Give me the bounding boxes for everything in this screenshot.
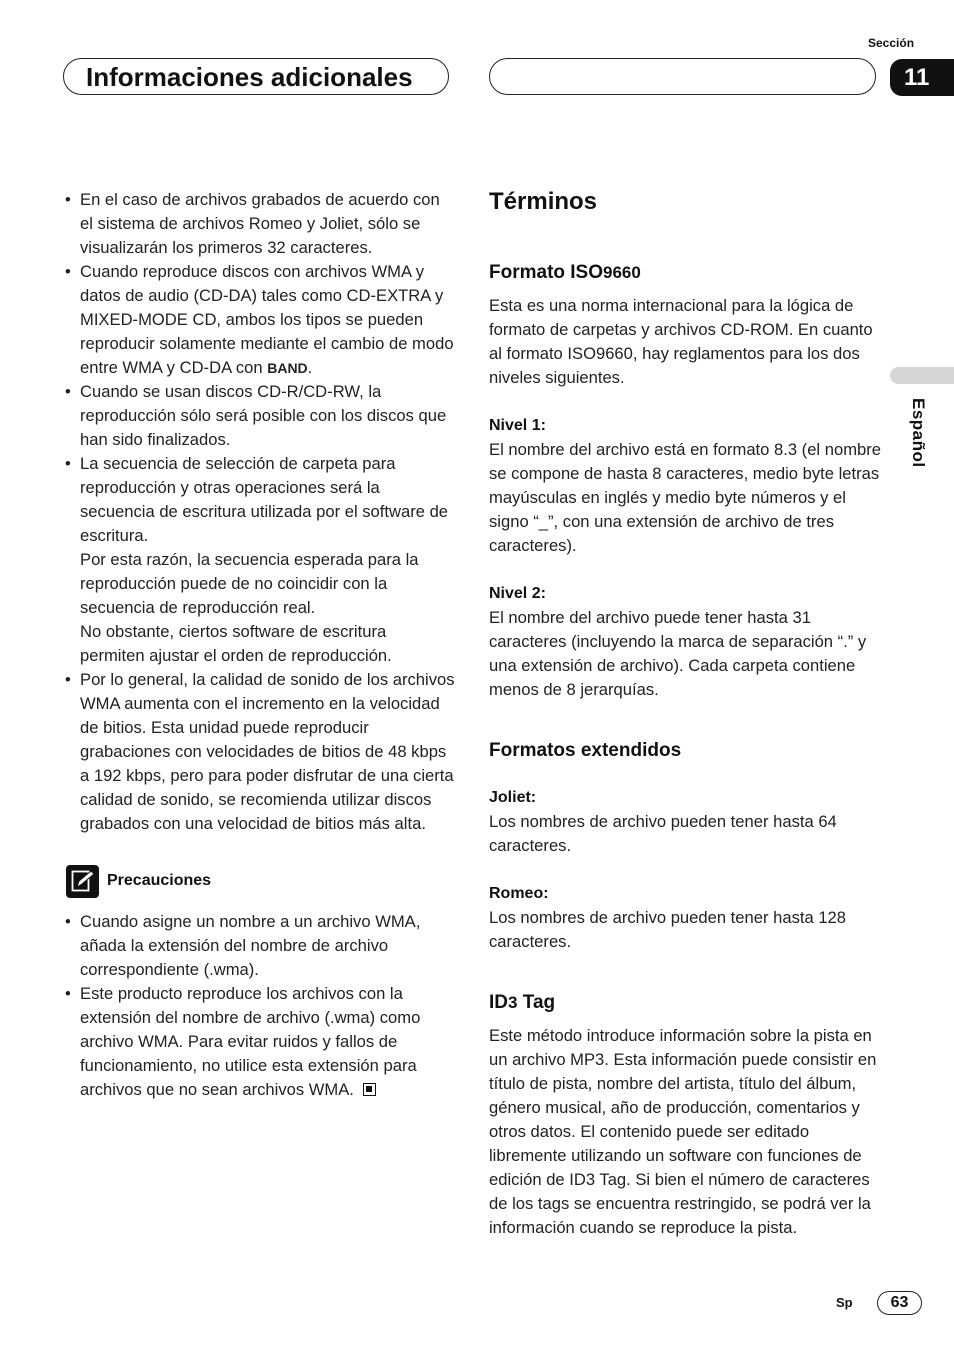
language-code: Sp: [836, 1295, 853, 1310]
bullet-dot: •: [65, 262, 71, 281]
id3-heading-text: ID: [489, 992, 508, 1013]
list-item: [63, 452, 455, 668]
joliet-label: Joliet:: [489, 789, 537, 806]
note-pencil-icon: [66, 865, 99, 898]
bullet-dot: •: [65, 912, 71, 931]
list-item: [63, 188, 455, 260]
list-item-text: No obstante, ciertos software de escritura permiten ajustar el orden de reproducción.: [80, 622, 392, 665]
terms-heading: Términos: [489, 188, 598, 215]
list-item-text: Cuando reproduce discos con archivos WMA y datos de audio (CD-DA) tales como CD-EXTRA y MIXED-MODE CD, ambos los tipos se pueden reproducir solamente mediante el cambio de modo entre WMA y CD-DA con: [80, 262, 454, 377]
level-1-label: Nivel 1:: [489, 417, 546, 434]
iso-heading: [489, 260, 881, 286]
section-number: 11: [890, 59, 954, 96]
list-item-text: En el caso de archivos grabados de acuerdo con el sistema de archivos Romeo y Joliet, sólo se visualizarán los primeros 32 caracteres.: [80, 190, 440, 257]
id3-heading-rest: Tag: [517, 992, 556, 1013]
iso-heading-text: Formato ISO: [489, 262, 604, 283]
chapter-title-box: [63, 58, 449, 95]
list-item: [63, 982, 455, 1102]
id3-description: Este método introduce información sobre la pista en un archivo MP3. Esta información puede consistir en título de pista, nombre del artista, título del álbum, género musical, año de producción, comentarios y otros datos. El contenido puede ser editado libremente utilizando un software con funciones de edición de ID3 Tag. Si bien el número de caracteres de los tags se encuentra restringido, se podrá ver la información cuando se reproduce la pista.: [489, 1026, 877, 1237]
level-2-label: Nivel 2:: [489, 585, 546, 602]
precautions-heading: [63, 864, 455, 898]
id3-heading: [489, 990, 881, 1016]
section-label: Sección: [868, 36, 915, 50]
precautions-label: Precauciones: [107, 872, 212, 889]
end-of-section-icon: [363, 1083, 376, 1096]
list-item-text: Por lo general, la calidad de sonido de los archivos WMA aumenta con el incremento en la velocidad de bitios. Esta unidad puede reproducir grabaciones con velocidades de bitios de 48 kbps a 192 kbps, pero para poder disfrutar de una cierta calidad de sonido, se recomienda utilizar discos grabados con una velocidad de bitios más alta.: [80, 670, 455, 833]
extended-formats-heading: Formatos extendidos: [489, 740, 682, 761]
bullet-dot: •: [65, 984, 71, 1003]
list-item-text: Cuando se usan discos CD-R/CD-RW, la reproducción sólo será posible con los discos que han sido finalizados.: [80, 382, 447, 449]
page-number: 63: [877, 1291, 922, 1315]
notes-list: [63, 188, 455, 836]
list-item: [63, 668, 455, 836]
level-1-text: El nombre del archivo está en formato 8.3 (el nombre se compone de hasta 8 caracteres, medio byte letras mayúsculas en inglés y medio byte números y el signo “_”, con una extensión de archivo de tres caracteres).: [489, 440, 881, 555]
language-tab-bar: [890, 367, 954, 384]
band-button-label: BAND: [267, 360, 308, 376]
bullet-dot: •: [65, 454, 71, 473]
right-column: [489, 186, 881, 1240]
list-item-text: Este producto reproduce los archivos con la extensión del nombre de archivo (.wma) como archivo WMA. Para evitar ruidos y fallos de funcionamiento, no utilice esta extensión para archivos que no sean archivos WMA.: [80, 984, 421, 1099]
list-item-text: Cuando asigne un nombre a un archivo WMA, añada la extensión del nombre de archivo correspondiente (.wma).: [80, 912, 421, 979]
list-item: [63, 380, 455, 452]
list-item: [63, 910, 455, 982]
list-item-text: Por esta razón, la secuencia esperada para la reproducción puede de no coincidir con la secuencia de reproducción real.: [80, 550, 419, 617]
bullet-dot: •: [65, 382, 71, 401]
romeo-text: Los nombres de archivo pueden tener hasta 128 caracteres.: [489, 908, 847, 951]
left-column: [63, 188, 455, 1102]
level-2-text: El nombre del archivo puede tener hasta 31 caracteres (incluyendo la marca de separación “.” y una extensión de archivo). Cada carpeta contiene menos de 8 jerarquías.: [489, 608, 867, 699]
iso-description: Esta es una norma internacional para la lógica de formato de carpetas y archivos CD-ROM. En cuanto al formato ISO9660, hay reglamentos para los dos niveles siguientes.: [489, 296, 873, 387]
romeo-label: Romeo:: [489, 885, 549, 902]
list-item: • Cuando reproduce discos con archivos WMA y datos de audio (CD-DA) tales como CD-EXTRA y MIXED-MODE CD, ambos los tipos se pueden reproducir solamente mediante el cambio de modo entre WMA y CD-DA con BAND.: [65, 262, 454, 377]
empty-header-box: [489, 58, 876, 95]
joliet-text: Los nombres de archivo pueden tener hasta 64 caracteres.: [489, 812, 837, 855]
bullet-dot: •: [65, 190, 71, 209]
chapter-title: Informaciones adicionales: [86, 62, 413, 92]
list-item-text: La secuencia de selección de carpeta para reproducción y otras operaciones será la secuencia de escritura utilizada por el software de escritura.: [80, 454, 449, 545]
id3-heading-number: 3: [508, 993, 518, 1012]
iso-heading-number: 9660: [603, 263, 641, 282]
precautions-list: [63, 910, 455, 1102]
bullet-dot: •: [65, 670, 71, 689]
language-tab-label: Español: [909, 398, 928, 468]
